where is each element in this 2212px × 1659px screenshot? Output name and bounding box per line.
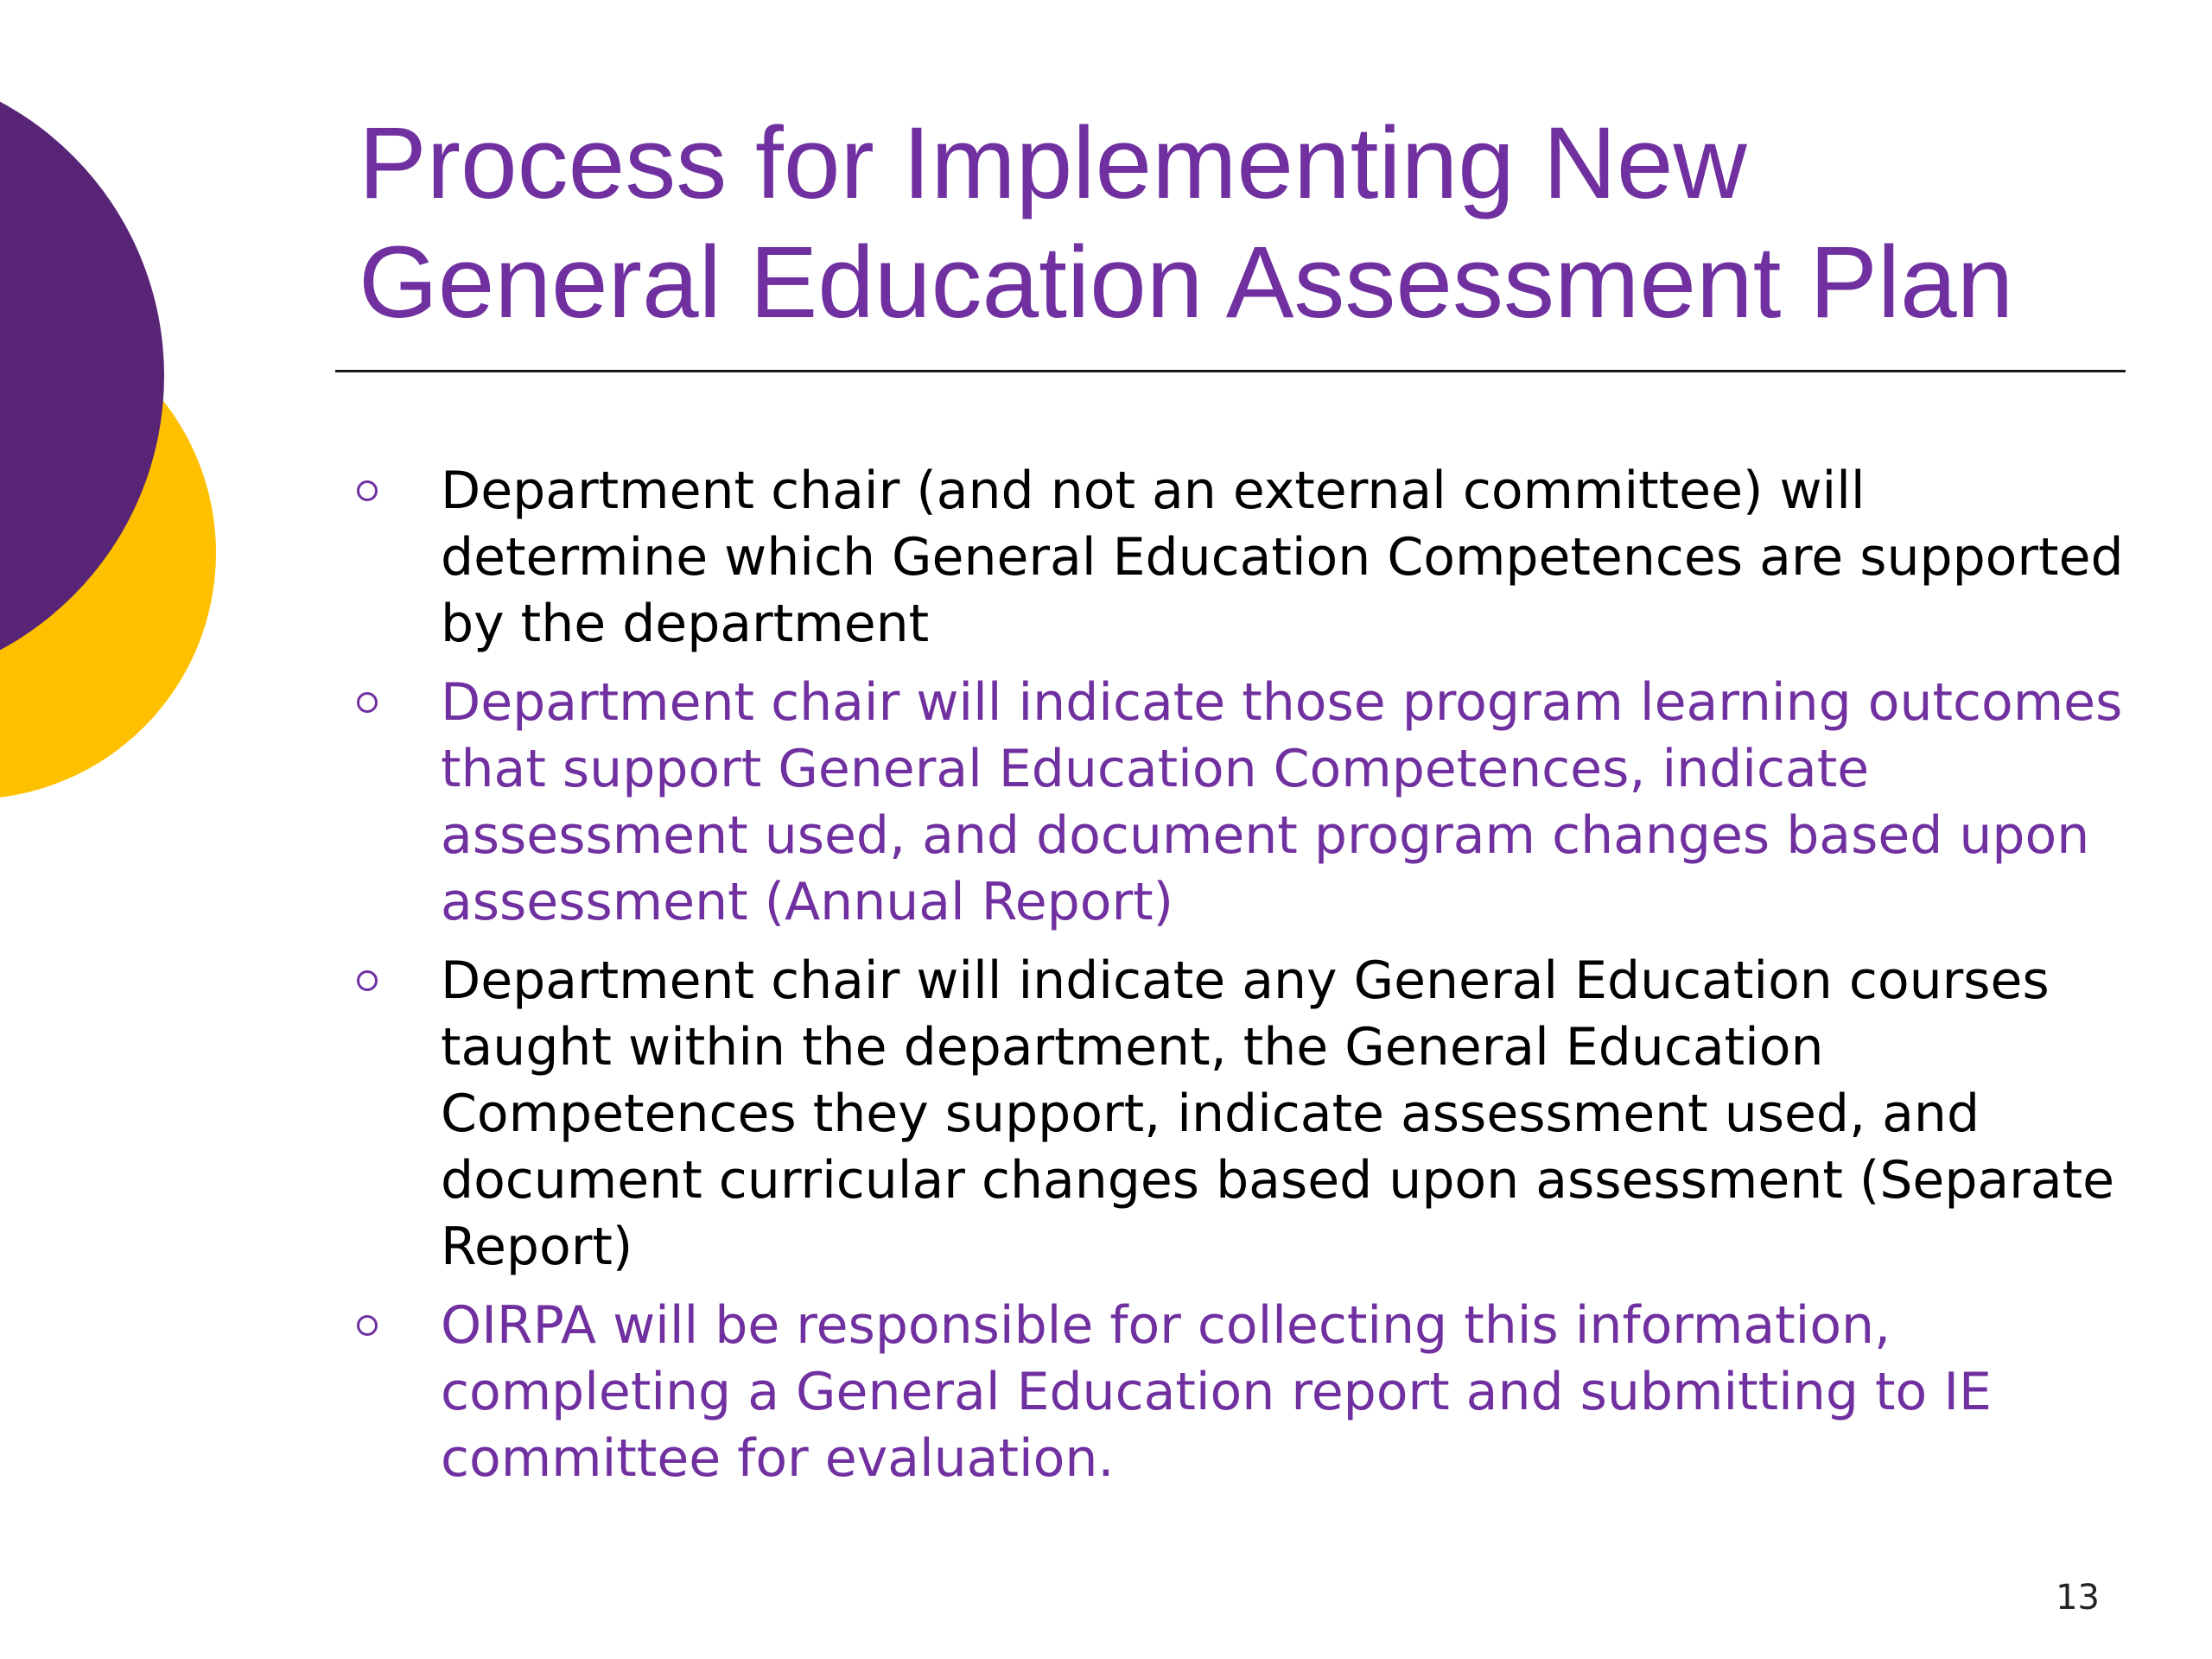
bullet-list xyxy=(350,458,2147,1504)
circle-bullet-icon xyxy=(357,480,378,501)
circle-bullet-icon xyxy=(357,1315,378,1336)
bullet-item-department-chair-determine xyxy=(350,458,2147,658)
bullet-text: OIRPA will be responsible for collecting this information, completing a General Education report and submitting to IE committee for evaluation. xyxy=(441,1295,1992,1489)
circle-bullet-icon xyxy=(357,970,378,991)
bullet-item-general-education-courses xyxy=(350,948,2147,1281)
bullet-text: Department chair will indicate those program learning outcomes that support General Education Competences, indicate assessment used, and document program changes based upon assessment (Annual Report) xyxy=(441,672,2123,932)
slide-title: Process for Implementing New General Education Assessment Plan xyxy=(359,106,2014,340)
bullet-item-oirpa-responsibility xyxy=(350,1293,2147,1492)
circle-bullet-icon xyxy=(357,692,378,713)
bullet-text: Department chair will indicate any General Education courses taught within the department, the General Education Competences they support, indicate assessment used, and document curricular changes based upon assessment (Separate Report) xyxy=(441,950,2115,1277)
decorative-circles xyxy=(0,0,276,950)
bullet-text: Department chair (and not an external committee) will determine which General Education Competences are supported by the department xyxy=(441,461,2124,654)
bullet-item-program-learning-outcomes xyxy=(350,670,2147,936)
slide-number: 13 xyxy=(2056,1578,2100,1618)
title-divider xyxy=(335,370,2126,372)
